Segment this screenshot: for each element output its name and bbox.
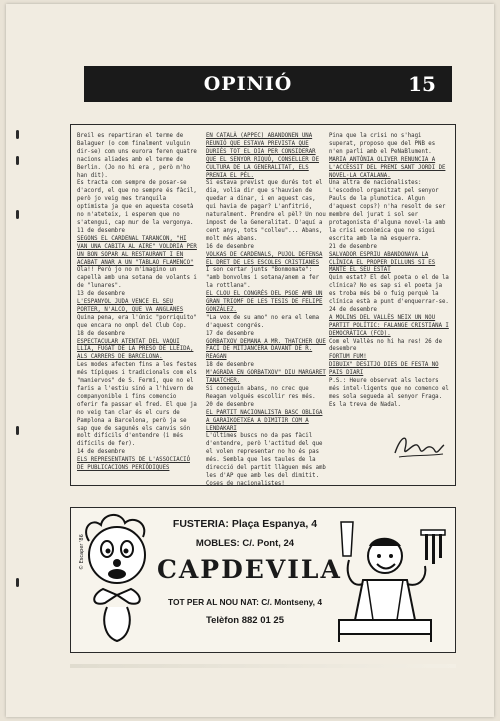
advertisement — [70, 507, 456, 653]
ad-telephone: Telèfon 882 01 25 — [206, 615, 284, 626]
opinion-article — [70, 124, 456, 486]
article-paragraph: Breil es repartiran el terme de Balaguer (o com finalment vulguin dir-se) com uns eurora feren quatre nacions aliades amb el terme de Berlin. (Jo no hi era , però m'ho han dit). — [77, 133, 197, 179]
article-paragraph: 14 de desembre — [77, 449, 125, 456]
article-paragraph: Quina pena, era l'únic "porriquito" que encara no ompl del Club Cop. — [77, 314, 197, 329]
article-paragraph: ELS REPRESENTANTS DE L'ASSOCIACIÓ DE PUBLICACIONS PERIÒDIQUES — [77, 457, 190, 472]
magazine-page — [6, 4, 494, 717]
article-paragraph: SEGONS EL CARDENAL TARANCON, "HI VAN UNA CABITA AL AIRE" VOLDRIA PER UN BON SOPAR AL RESTAURANT I EN ACABAT ANAR A UN "TABLAO FLAMENCO" — [77, 235, 197, 266]
article-paragraph: 16 de desembre — [206, 243, 254, 250]
article-paragraph: SALVADOR ESPRIU ABANDONAVA LA CLÍNICA EL PROPER DILLUNS SI ES MANTÉ EL SEU ESTAT — [329, 251, 436, 274]
article-paragraph: 24 de desembre — [329, 306, 377, 313]
ad-mobles-address: MOBLES: C/. Pont, 24 — [195, 538, 295, 549]
article-paragraph: ESPECTACULAR ATENTAT DEL VAQUI LLIA, FUGAT DE LA PRESÓ DE LLEIDA, ALS CARRERS DE BARCELONA. — [77, 338, 194, 361]
article-paragraph: I son certar junts "Bonmomate": "amb bonvolms i sotana/anem a fer la rottlana". — [206, 267, 319, 290]
article-paragraph: EL PARTIT NACIONALISTA BASC OBLIGA A GARAIKOETXEA A DIMITIR COM A LENDAKARI — [206, 409, 323, 432]
svg-text:© Escaper '86: © Escaper '86 — [79, 534, 85, 570]
article-paragraph: 20 de desembre — [206, 401, 254, 408]
ad-fusteria-address: FUSTERIA: Plaça Espanya, 4 — [172, 518, 318, 530]
article-paragraph: Es tracta com sempre de posar-se d'acord, el que no sempre és fàcil, però jo veig mes tranquila optimista ja que en aquesta cosetà no n'ateteix, i esperem que no s'atengui, cap mur de la vergonya. — [77, 180, 197, 226]
article-paragraph: A MOLINS DEL VALLÈS NEIX UN NOU PARTIT POLÍTIC: FALANGE CRISTIANA I DEMOCRÀTICA (FCD). — [329, 314, 449, 337]
article-paragraph: FORTUM FUM! — [329, 354, 367, 361]
article-paragraph: EN CATALÀ (APPEC) ABANDONEN UNA REUNIÓ QUE ESTAVA PREVISTA QUE DURIÉS TOT EL DIA PER CONSIDERAR QUE EL SENYOR RIQUÓ, CONSELLER DE CULTURA DE LA GENERALITAT, ELS PRENIA EL PÈL. — [206, 133, 319, 179]
clown-illustration-icon — [77, 511, 157, 649]
signature-icon — [391, 425, 447, 465]
article-paragraph: GORBATXOV DEMANA A MR. THATCHER QUE FACI DE MITJANCERA DAVANT DE R. REAGAN — [206, 338, 326, 361]
article-paragraph: 17 de desembre — [206, 330, 254, 337]
article-paragraph: 11 de desembre — [77, 227, 125, 234]
section-title: OPINIÓ — [203, 73, 293, 95]
page-number: 15 — [408, 72, 436, 96]
ad-brand-name: CAPDEVILA — [157, 555, 342, 584]
article-paragraph: Pina que la crisi no s'hagi superat, proposo que del PNB es n'en parli amb el PeNaBlument. — [329, 133, 436, 155]
article-paragraph: Si coneguin abans, no crec que Reagan volgués escollir res més. — [206, 386, 316, 400]
article-paragraph: MARIA ANTÒNIA OLIVER RENUNCIA A L'ACCÈSSIT DEL PREMI SANT JORDI DE NOVEL·LA CATALANA. — [329, 156, 446, 179]
article-paragraph: Una altra de nacionalistes: L'escodnol organitzat pel senyor Pauls de la plumotica. Algun d'aquest cops?) n'ha resolt de ser membre del jurat i sol ser protagonista d'alguna novel·la amb la crisi econòmica que no sigui escrita amb la mà esquerra. — [329, 180, 446, 242]
article-paragraph: VOLKAS DE CARDENALS, PUJOL DEFENSA EL DRET DE LES ESCOLES CRISTIANES — [206, 251, 323, 266]
carpenter-illustration-icon — [333, 516, 451, 644]
article-paragraph: Si estava previst que durés tot el dia, volia dir que s'hauvien de quedar a dinar, i en aquest cas, qui havia de pagar? L'anfitrió, naturalment. Prendre el pèl? Un nou impost de la Generalitat. D'aquí a cent anys, tots "colleu"... Abans, molt més abans. — [206, 180, 326, 242]
article-paragraph: Les modes afecten fins a les festes més típiques i tradicionals com els "maniervos" de S. Fermí, que no el faris a l'estiu sinó a l'hivern de companyonible i fins comencio oferir fa passar el fred. El que ja no veig tan clar és el curs de Pamplona a Barcelona, però ja se sap que de sagunés els canvis són molt difícils d'entendre (i més difícils de fer). — [77, 362, 197, 448]
article-paragraph: Com el Vallès no hi ha res! 26 de desembre — [329, 338, 442, 353]
article-paragraph: Quin estat? El del poeta o el de la clínica? No es sap si el poeta ja es troba més bé o fuig perquè la clínica està a punt d'enquerrar-se. — [329, 275, 449, 306]
decorative-strip — [70, 664, 456, 668]
ad-baby-store-address: TOT PER AL NOU NAT: C/. Montseny, 4 — [167, 597, 322, 607]
article-paragraph: DIBUIX" DESITJO DIES DE FESTA NO PAIS DIARI — [329, 362, 439, 377]
article-paragraph: "La vox de su amo" no era el lema d'aquest congrés. — [206, 314, 319, 329]
article-paragraph: L'ESPANYOL JUDA VENCE EL SEU PORTER, N'ALCO, QUE VA ANGLANES — [77, 299, 184, 313]
article-paragraph: L'últimes buscs no da pas fàcil d'entendre, però l'actitud del que el volen representar no ho és pas més. Sembla que les taules de la direcció del partit llàguen més amb les d'AP que amb les del dimitit. Coses de nacionalistes! — [206, 433, 326, 487]
article-column-2 — [206, 133, 328, 487]
article-paragraph: Ola!! Però jo no m'imagino un capellà amb una sotana de volants i de "lunares". — [77, 267, 197, 290]
article-column-1 — [77, 133, 199, 477]
section-header-bar — [84, 66, 452, 102]
article-paragraph: EL CLOU EL CONGRÉS DEL PSOE AMB UN GRAN TRIOMF DE LES TESIS DE FELIPE GONZÁLEZ. — [206, 291, 323, 313]
article-paragraph: M'AGRADA EN GORBATXOV" DIU MARGARET TANATCHER. — [206, 370, 326, 385]
article-paragraph: 18 de desembre — [206, 362, 254, 369]
article-paragraph: 18 de desembre — [77, 330, 125, 337]
article-paragraph: 21 de desembre — [329, 243, 377, 250]
article-paragraph: P.S.: Heure observat als lectors més intel·ligents que no comenco el mes sola segueda al senyor Fraga. Es la treva de Nadal. — [329, 378, 449, 408]
article-paragraph: 13 de desembre — [77, 291, 125, 298]
